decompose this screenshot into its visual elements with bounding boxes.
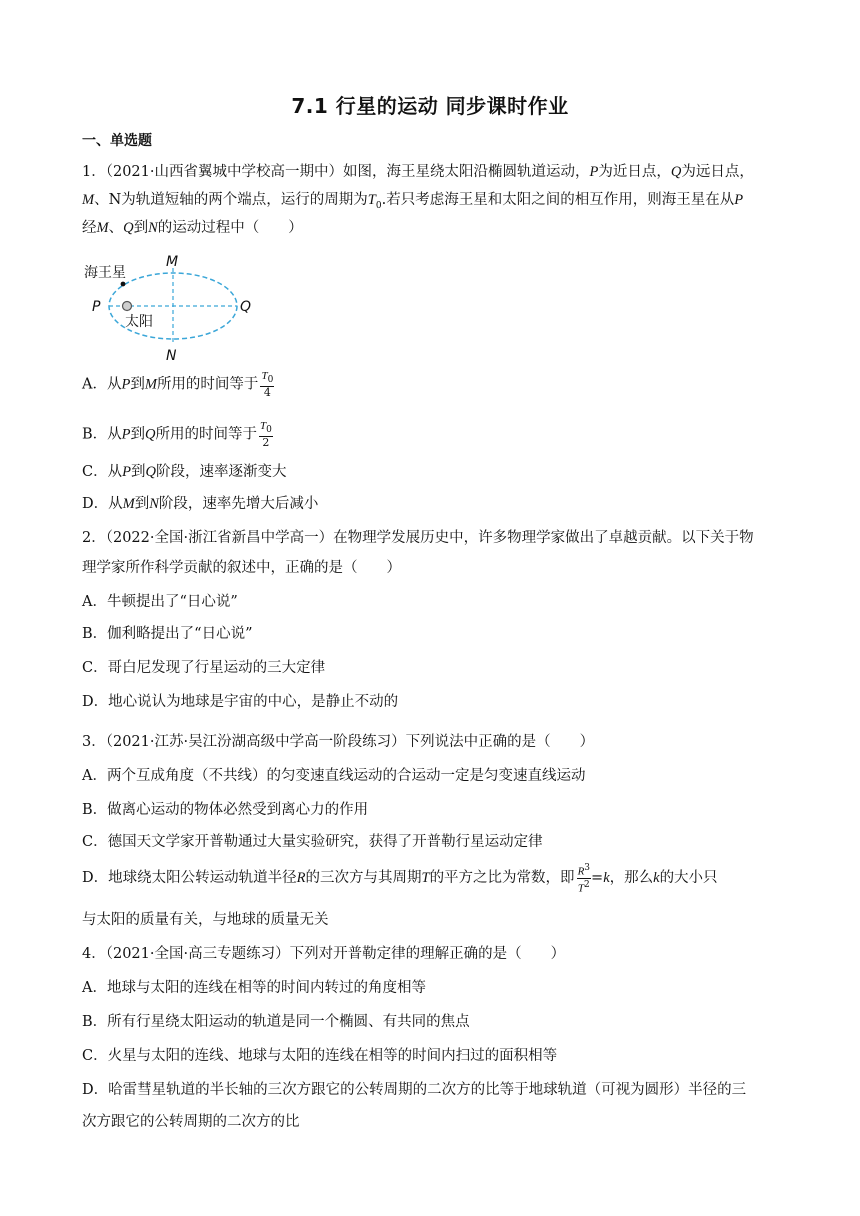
var-t0: T	[367, 192, 376, 208]
q4-option-c: C．火星与太阳的连线、地球与太阳的连线在相等的时间内扫过的面积相等	[82, 1048, 558, 1064]
text: 到	[130, 376, 145, 393]
text: 到	[134, 496, 150, 512]
text: ，那么	[609, 870, 654, 887]
section-heading: 一、单选题	[82, 133, 152, 149]
q3-option-a: A．两个互成角度（不共线）的匀变速直线运动的合运动一定是匀变速直线运动	[82, 768, 586, 784]
text: 、N为轨道短轴的两个端点，运行的周期为	[94, 192, 368, 208]
text: D．从	[82, 496, 123, 512]
q1-stem-line2	[82, 190, 743, 216]
sun-icon	[123, 302, 132, 311]
text: 、	[108, 220, 124, 236]
fraction-r3-t2	[577, 862, 591, 894]
var-q: Q	[145, 426, 156, 443]
q2-option-c: C．哥白尼发现了行星运动的三大定律	[82, 660, 326, 676]
num: R	[577, 865, 585, 878]
q2-option-a: A．牛顿提出了“日心说”	[82, 594, 238, 610]
page-title: 7.1 行星的运动 同步课时作业	[291, 94, 569, 118]
text: .若只考虑海王星和太阳之间的相互作用，则海王星在从	[381, 192, 735, 208]
q4-option-d-line1: D．哈雷彗星轨道的半长轴的三次方跟它的公转周期的二次方的比等于地球轨道（可视为圆形）半径的三	[82, 1082, 747, 1098]
var-p: P	[121, 376, 131, 393]
var-p: P	[122, 464, 131, 480]
q4-option-a: A．地球与太阳的连线在相等的时间内转过的角度相等	[82, 980, 426, 996]
sub: 0	[267, 375, 274, 386]
text: =	[591, 870, 604, 887]
var-p: P	[734, 192, 744, 208]
q4-option-d-line2: 次方跟它的公转周期的二次方的比	[82, 1114, 300, 1130]
text: 1．（2021·山西省翼城中学校高一期中）如图，海王星绕太阳沿椭圆轨道运动，	[82, 164, 590, 180]
label-m: M	[166, 254, 179, 270]
var-q: Q	[123, 220, 134, 236]
var-q: Q	[670, 164, 682, 180]
sup: 3	[584, 863, 591, 873]
q4-stem: 4．（2021·全国·高三专题练习）下列对开普勒定律的理解正确的是（ ）	[82, 946, 566, 962]
num: T	[261, 370, 268, 382]
fraction-t0-4	[260, 370, 274, 399]
planet-icon	[121, 282, 126, 287]
text: 到	[130, 426, 146, 443]
q1-option-a	[82, 370, 274, 399]
text: 所用的时间等于	[155, 426, 257, 443]
var-t: T	[421, 870, 430, 887]
q2-option-d: D．地心说认为地球是宇宙的中心，是静止不动的	[82, 694, 399, 710]
q1-option-c	[82, 462, 286, 482]
text: 的大小只	[659, 870, 718, 887]
q3-stem: 3．（2021·江苏·吴江汾湖高级中学高一阶段练习）下列说法中正确的是（ ）	[82, 734, 595, 750]
sub: 0	[375, 200, 382, 211]
var-m: M	[82, 192, 95, 208]
orbit-diagram	[82, 250, 262, 362]
q2-option-b: B．伽利略提出了“日心说”	[82, 626, 253, 642]
text: D．地球绕太阳公转运动轨道半径	[82, 870, 297, 887]
var-m: M	[96, 220, 109, 236]
var-r: R	[296, 870, 306, 887]
var-k: k	[603, 870, 610, 887]
var-k: k	[653, 870, 660, 887]
den: 2	[262, 436, 270, 450]
q1-option-b	[82, 420, 273, 449]
text: 阶段，速率先增大后减小	[158, 496, 319, 512]
var-p: P	[589, 164, 599, 180]
q3-option-d-line1	[82, 862, 718, 894]
q3-option-c: C．德国天文学家开普勒通过大量实验研究，获得了开普勒行星运动定律	[82, 834, 543, 850]
q2-stem-line1: 2．（2022·全国·浙江省新昌中学高一）在物理学发展历史中，许多物理学家做出了卓越贡献。以下关于物	[82, 530, 754, 546]
text: 的平方之比为常数，即	[429, 870, 575, 887]
var-n: N	[148, 220, 158, 236]
label-planet: 海王星	[84, 265, 126, 281]
den: 4	[263, 386, 271, 400]
fraction-t0-2	[259, 420, 273, 449]
sup: 2	[583, 879, 590, 890]
text: A．从	[82, 376, 122, 393]
var-n: N	[149, 496, 159, 512]
q1-stem-line3	[82, 218, 303, 238]
label-q: Q	[240, 299, 252, 315]
text: B．从	[82, 426, 122, 443]
text: 为近日点，	[598, 164, 671, 180]
q3-option-d-line2: 与太阳的质量有关，与地球的质量无关	[82, 912, 329, 928]
text: 到	[130, 464, 146, 480]
num: T	[260, 420, 267, 432]
text: C．从	[82, 464, 123, 480]
label-n: N	[166, 348, 177, 362]
q2-stem-line2: 理学家所作科学贡献的叙述中，正确的是（ ）	[82, 560, 401, 576]
var-p: P	[121, 426, 131, 443]
label-p: P	[92, 299, 101, 315]
q1-option-d	[82, 494, 318, 514]
q3-option-b: B．做离心运动的物体必然受到离心力的作用	[82, 802, 369, 818]
q1-stem-line1	[82, 162, 754, 182]
text: 的运动过程中（ ）	[157, 220, 303, 236]
den: T	[577, 882, 584, 895]
text: 到	[133, 220, 149, 236]
var-q: Q	[145, 464, 156, 480]
text: 所用的时间等于	[156, 376, 259, 393]
text: 阶段，速率逐渐变大	[155, 464, 287, 480]
var-m: M	[144, 376, 157, 393]
text: 的三次方与其周期	[305, 870, 422, 887]
sub: 0	[266, 425, 272, 436]
q4-option-b: B．所有行星绕太阳运动的轨道是同一个椭圆、有共同的焦点	[82, 1014, 470, 1030]
text: 为远日点，	[681, 164, 754, 180]
label-sun: 太阳	[125, 314, 153, 330]
text: 经	[82, 220, 97, 236]
var-m: M	[122, 496, 135, 512]
